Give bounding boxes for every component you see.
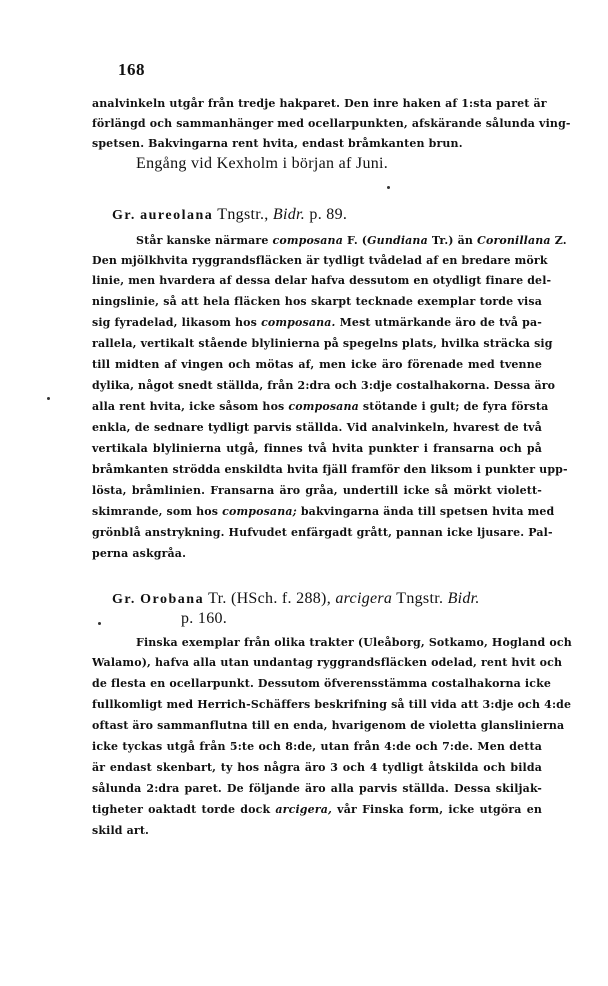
- text-line: spetsen. Bakvingarna rent hvita, endast bråmkanten brun.: [92, 137, 463, 150]
- text-line: vertikala blylinierna utgå, finnes två hvita punkter i fransarna och på: [92, 442, 542, 455]
- author: Tr. (HSch. f. 288),: [208, 590, 331, 607]
- text-line: sålunda 2:dra paret. De följande äro alla parvis ställda. Dessa skiljak-: [92, 782, 542, 795]
- text-line: alla rent hvita, icke såsom hos composana stötande i gult; de fyra första: [92, 400, 549, 413]
- text-line: icke tyckas utgå från 5:te och 8:de, utan från 4:de och 7:de. Men detta: [92, 740, 542, 753]
- text-line: skild art.: [92, 824, 150, 837]
- text-line: enkla, de sednare tydligt parvis ställda. Vid analvinkeln, hvarest de två: [92, 421, 542, 434]
- text-line: dylika, något snedt ställda, från 2:dra och 3:dje costalhakorna. Dessa äro: [92, 379, 556, 392]
- text-line: Den mjölkhvita ryggrandsfläcken är tydligt tvådelad af en bredare mörk: [92, 254, 548, 267]
- genus-abbrev: Gr.: [112, 208, 136, 223]
- author: Tngstr.,: [217, 206, 269, 223]
- text-line: grönblå anstrykning. Hufvudet enfärgadt grått, pannan icke ljusare. Pal-: [92, 526, 553, 539]
- species-name: Orobana: [140, 592, 205, 607]
- text-line: fullkomligt med Herrich-Schäffers beskrifning så till vida att 3:dje och 4:de: [92, 698, 572, 711]
- text-line: analvinkeln utgår från tredje hakparet. Den inre haken af 1:sta paret är: [92, 97, 547, 110]
- reference-page: p. 89.: [309, 206, 348, 223]
- species-name: aureolana: [140, 208, 214, 223]
- reference: Bidr.: [447, 590, 480, 607]
- species-heading: [112, 590, 562, 608]
- text-line: Engång vid Kexholm i början af Juni.: [136, 155, 389, 172]
- text-line: är endast skenbart, ty hos några äro 3 och 4 tydligt åtskilda och bilda: [92, 761, 542, 774]
- page-number: 168: [118, 60, 145, 79]
- genus-abbrev: Gr.: [112, 592, 136, 607]
- text-line: perna askgråa.: [92, 547, 187, 560]
- print-speck: [387, 186, 390, 189]
- synonym-author: Tngstr.: [396, 590, 444, 607]
- text-line: tigheter oaktadt torde dock arcigera, vår Finska form, icke utgöra en: [92, 803, 542, 816]
- text-line: Står kanske närmare composana F. (Gundiana Tr.) än Coronillana Z.: [136, 234, 567, 247]
- text-line: lösta, bråmlinien. Fransarna äro gråa, undertill icke så mörkt violett-: [92, 484, 542, 497]
- text-line: de flesta en ocellarpunkt. Dessutom öfverensstämma costalhakorna icke: [92, 677, 552, 690]
- text-line: rallela, vertikalt stående blylinierna på spegelns plats, hvilka sträcka sig: [92, 337, 553, 350]
- reference: Bidr.: [272, 206, 306, 223]
- print-speck: [98, 622, 101, 625]
- text-line: oftast äro sammanflutna till en enda, hvarigenom de violetta glanslinierna: [92, 719, 565, 732]
- print-speck: [47, 397, 50, 400]
- species-heading: [112, 206, 562, 224]
- text-line: sig fyradelad, likasom hos composana. Mest utmärkande äro de två pa-: [92, 316, 543, 329]
- text-line: linie, men hvardera af dessa delar hafva dessutom en otydligt finare del-: [92, 274, 552, 287]
- text-line: till midten af vingen och mötas af, men icke äro förenade med tvenne: [92, 358, 542, 371]
- text-line: ningslinie, så att hela fläcken hos skarpt tecknade exemplar torde visa: [92, 295, 542, 308]
- text-line: Walamo), hafva alla utan undantag ryggrandsfläcken odelad, rent hvit och: [92, 656, 563, 669]
- text-line: Finska exemplar från olika trakter (Uleåborg, Sotkamo, Hogland och: [136, 636, 572, 649]
- text-line: bråmkanten strödda enskildta hvita fjäll framför den liksom i punkter upp-: [92, 463, 568, 476]
- reference-page: p. 160.: [181, 610, 228, 627]
- text-line: förlängd och sammanhänger med ocellarpunkten, afskärande sålunda ving-: [92, 117, 571, 130]
- synonym: arcigera: [335, 590, 393, 607]
- text-line: skimrande, som hos composana; bakvingarna ända till spetsen hvita med: [92, 505, 555, 518]
